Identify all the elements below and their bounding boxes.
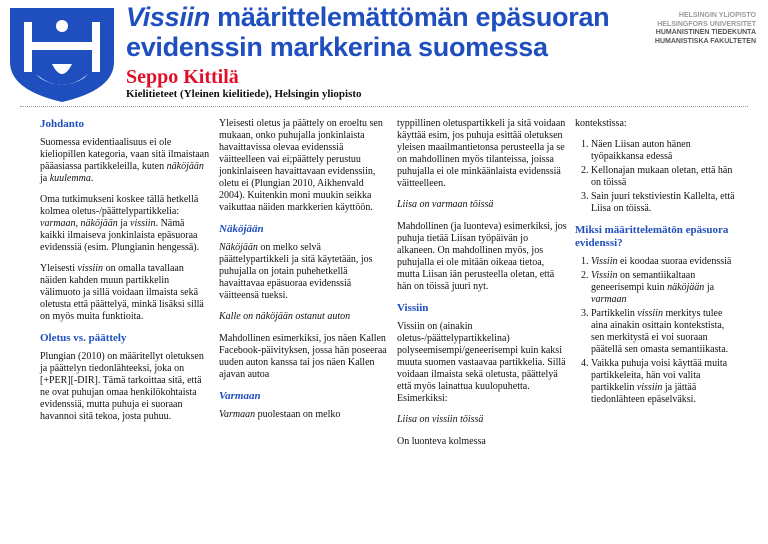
paragraph: Yleisesti vissiin on omalla tavallaan näiden kahden muun partikkelin välimuoto ja sillä voidaan ilmaista sekä oletusta että päättelyä, minkä lisäksi sillä on myös muita funktioita. bbox=[40, 263, 204, 322]
university-line: HUMANISTINEN TIEDEKUNTA bbox=[655, 29, 756, 36]
column-2 bbox=[219, 118, 389, 430]
paragraph: On luonteva kolmessa bbox=[397, 436, 486, 447]
paragraph: kontekstissa: bbox=[575, 118, 627, 129]
university-logo-icon bbox=[6, 4, 118, 104]
paragraph: Yleisesti oletus ja päättely on eroeltu sen mukaan, onko puhujalla jonkinlaista havaittavissa olevaa evidenssiä väitteelleen vai ei;päättely perustuu jonkinlaiseen havaittavaan evidenssiin, oletu ei (Plungian 2010, Aikhenvald 2004). Kuitenkin moni muukin seikka vaikuttaa näiden markkerien käyttöön. bbox=[219, 118, 383, 213]
context-list bbox=[575, 139, 740, 215]
section-heading-varmaan: Varmaan bbox=[219, 390, 261, 402]
paragraph: typpillinen oletuspartikkeli ja sitä voidaan käyttää esim, jos puhuja esittää oletuksen yleisen maailmantietonsa perusteella ja se on mahdollinen myös tilanteissa, joissa puhujalla ei ole minkäänlaista evidenssiä väitteelleen. bbox=[397, 118, 566, 189]
author-name: Seppo Kittilä bbox=[126, 66, 239, 88]
paragraph: Näköjään on melko selvä päättelypartikkeli ja sitä käytetään, jos puhujalla on jotain puhehetkellä havaittavaa epäsuoraa evidenssiä väitteensä tueksi. bbox=[219, 242, 373, 301]
list-item: 3. Partikkelin vissiin merkitys tulee aina ainakin osittain kontekstista, sen merkitystä ei voi suoraan päätellä sen omasta semantiikasta. bbox=[591, 308, 740, 356]
paragraph: Suomessa evidentiaalisuus ei ole kieliopillen kategoria, vaan sitä ilmaistaan pääasiassa partikkeleilla, kuten näköjään ja kuulemma. bbox=[40, 137, 210, 184]
university-name-block bbox=[655, 12, 756, 46]
paragraph: Varmaan puolestaan on melko bbox=[219, 409, 341, 420]
column-3 bbox=[397, 118, 567, 457]
poster-title: Vissiin määrittelemättömän epäsuoran evidenssin markkerina suomessa bbox=[126, 2, 610, 62]
list-item: 4. Vaikka puhuja voisi käyttää muita partikkeleita, hän voi valita partikkelin vissiin ja jättää tiedonlähteen epäselväksi. bbox=[591, 358, 740, 406]
paragraph: Oma tutkimukseni koskee tällä hetkellä kolmea oletus-/päättelypartikkelia: varmaan, näköjään ja vissiin. Nämä kaikki ilmaiseva jonkinlaista epäsuoraa evidenssiä (esim. Plungianin hengessä). bbox=[40, 194, 200, 253]
list-item: 1. Vissiin ei koodaa suoraa evidenssiä bbox=[591, 256, 740, 268]
list-item: 2. Vissiin on semantiikaltaan geneerisempi kuin näköjään ja varmaan bbox=[591, 270, 740, 306]
paragraph: Plungian (2010) on määritellyt oletuksen ja päättelyn tiedonlähteeksi, joka on [+PER][-DIR]. Tämä tarkoittaa sitä, että ne ovat puhujan omaa henkilökohtaista evidenssiä, mutta puhuja ei suoraan havannoi sitä tekoa, josta puhuu. bbox=[40, 351, 204, 422]
author-affiliation: Kielitieteet (Yleinen kielitiede), Helsingin yliopisto bbox=[126, 88, 362, 100]
header-divider bbox=[20, 106, 748, 107]
list-item: 2. Kellonajan mukaan oletan, että hän on töissä bbox=[591, 165, 740, 189]
section-heading-oletus: Oletus vs. päättely bbox=[40, 332, 127, 344]
reasons-list bbox=[575, 256, 740, 406]
section-heading-johdanto: Johdanto bbox=[40, 118, 85, 130]
paragraph: Vissiin on (ainakin oletus-/päättelypartikkelina) polyseemisempi/geneerisempi kuin kaksi muuta suomen vastaavaa partikkelia. Sillä voidaan ilmaista sekä oletusta, päättelyä että myös lainattua kuulopuhetta. Esimerkiksi: bbox=[397, 321, 566, 404]
section-heading-vissiin: Vissiin bbox=[397, 302, 429, 314]
list-item: 1. Näen Liisan auton hänen työpaikkansa edessä bbox=[591, 139, 740, 163]
paragraph: Mahdollinen (ja luonteva) esimerkiksi, jos puhuja tietää Liisan työpäivän jo alkaneen. On mahdollinen myös, jos puhujalla ei ole mitään oikeaa tietoa, mutta Liisan iän perusteella oletan, että hän on töissä juuri nyt. bbox=[397, 221, 567, 292]
university-line: HUMANISTISKA FAKULTETEN bbox=[654, 37, 756, 45]
university-line: HELSINGIN YLIOPISTO bbox=[678, 12, 756, 19]
section-heading-miksi: Miksi määrittelemätön epäsuora evidenssi? bbox=[575, 224, 729, 249]
example-sentence: Liisa on varmaan töissä bbox=[397, 199, 494, 210]
section-heading-nakojaan: Näköjään bbox=[219, 223, 264, 235]
example-sentence: Liisa on vissiin töissä bbox=[397, 414, 484, 425]
column-4 bbox=[575, 118, 740, 415]
list-item: 3. Sain juuri tekstiviestin Kallelta, että Liisa on töissä. bbox=[591, 191, 740, 215]
example-sentence: Kalle on näköjään ostanut auton bbox=[219, 311, 351, 322]
column-1 bbox=[40, 118, 210, 432]
university-line: HELSINGFORS UNIVERSITET bbox=[657, 20, 756, 28]
paragraph: Mahdollinen esimerkiksi, jos näen Kallen Facebook-päivityksen, jossa hän poseeraa uuden auton kanssa tai jos näen Kallen ajavan autoa bbox=[219, 333, 387, 380]
